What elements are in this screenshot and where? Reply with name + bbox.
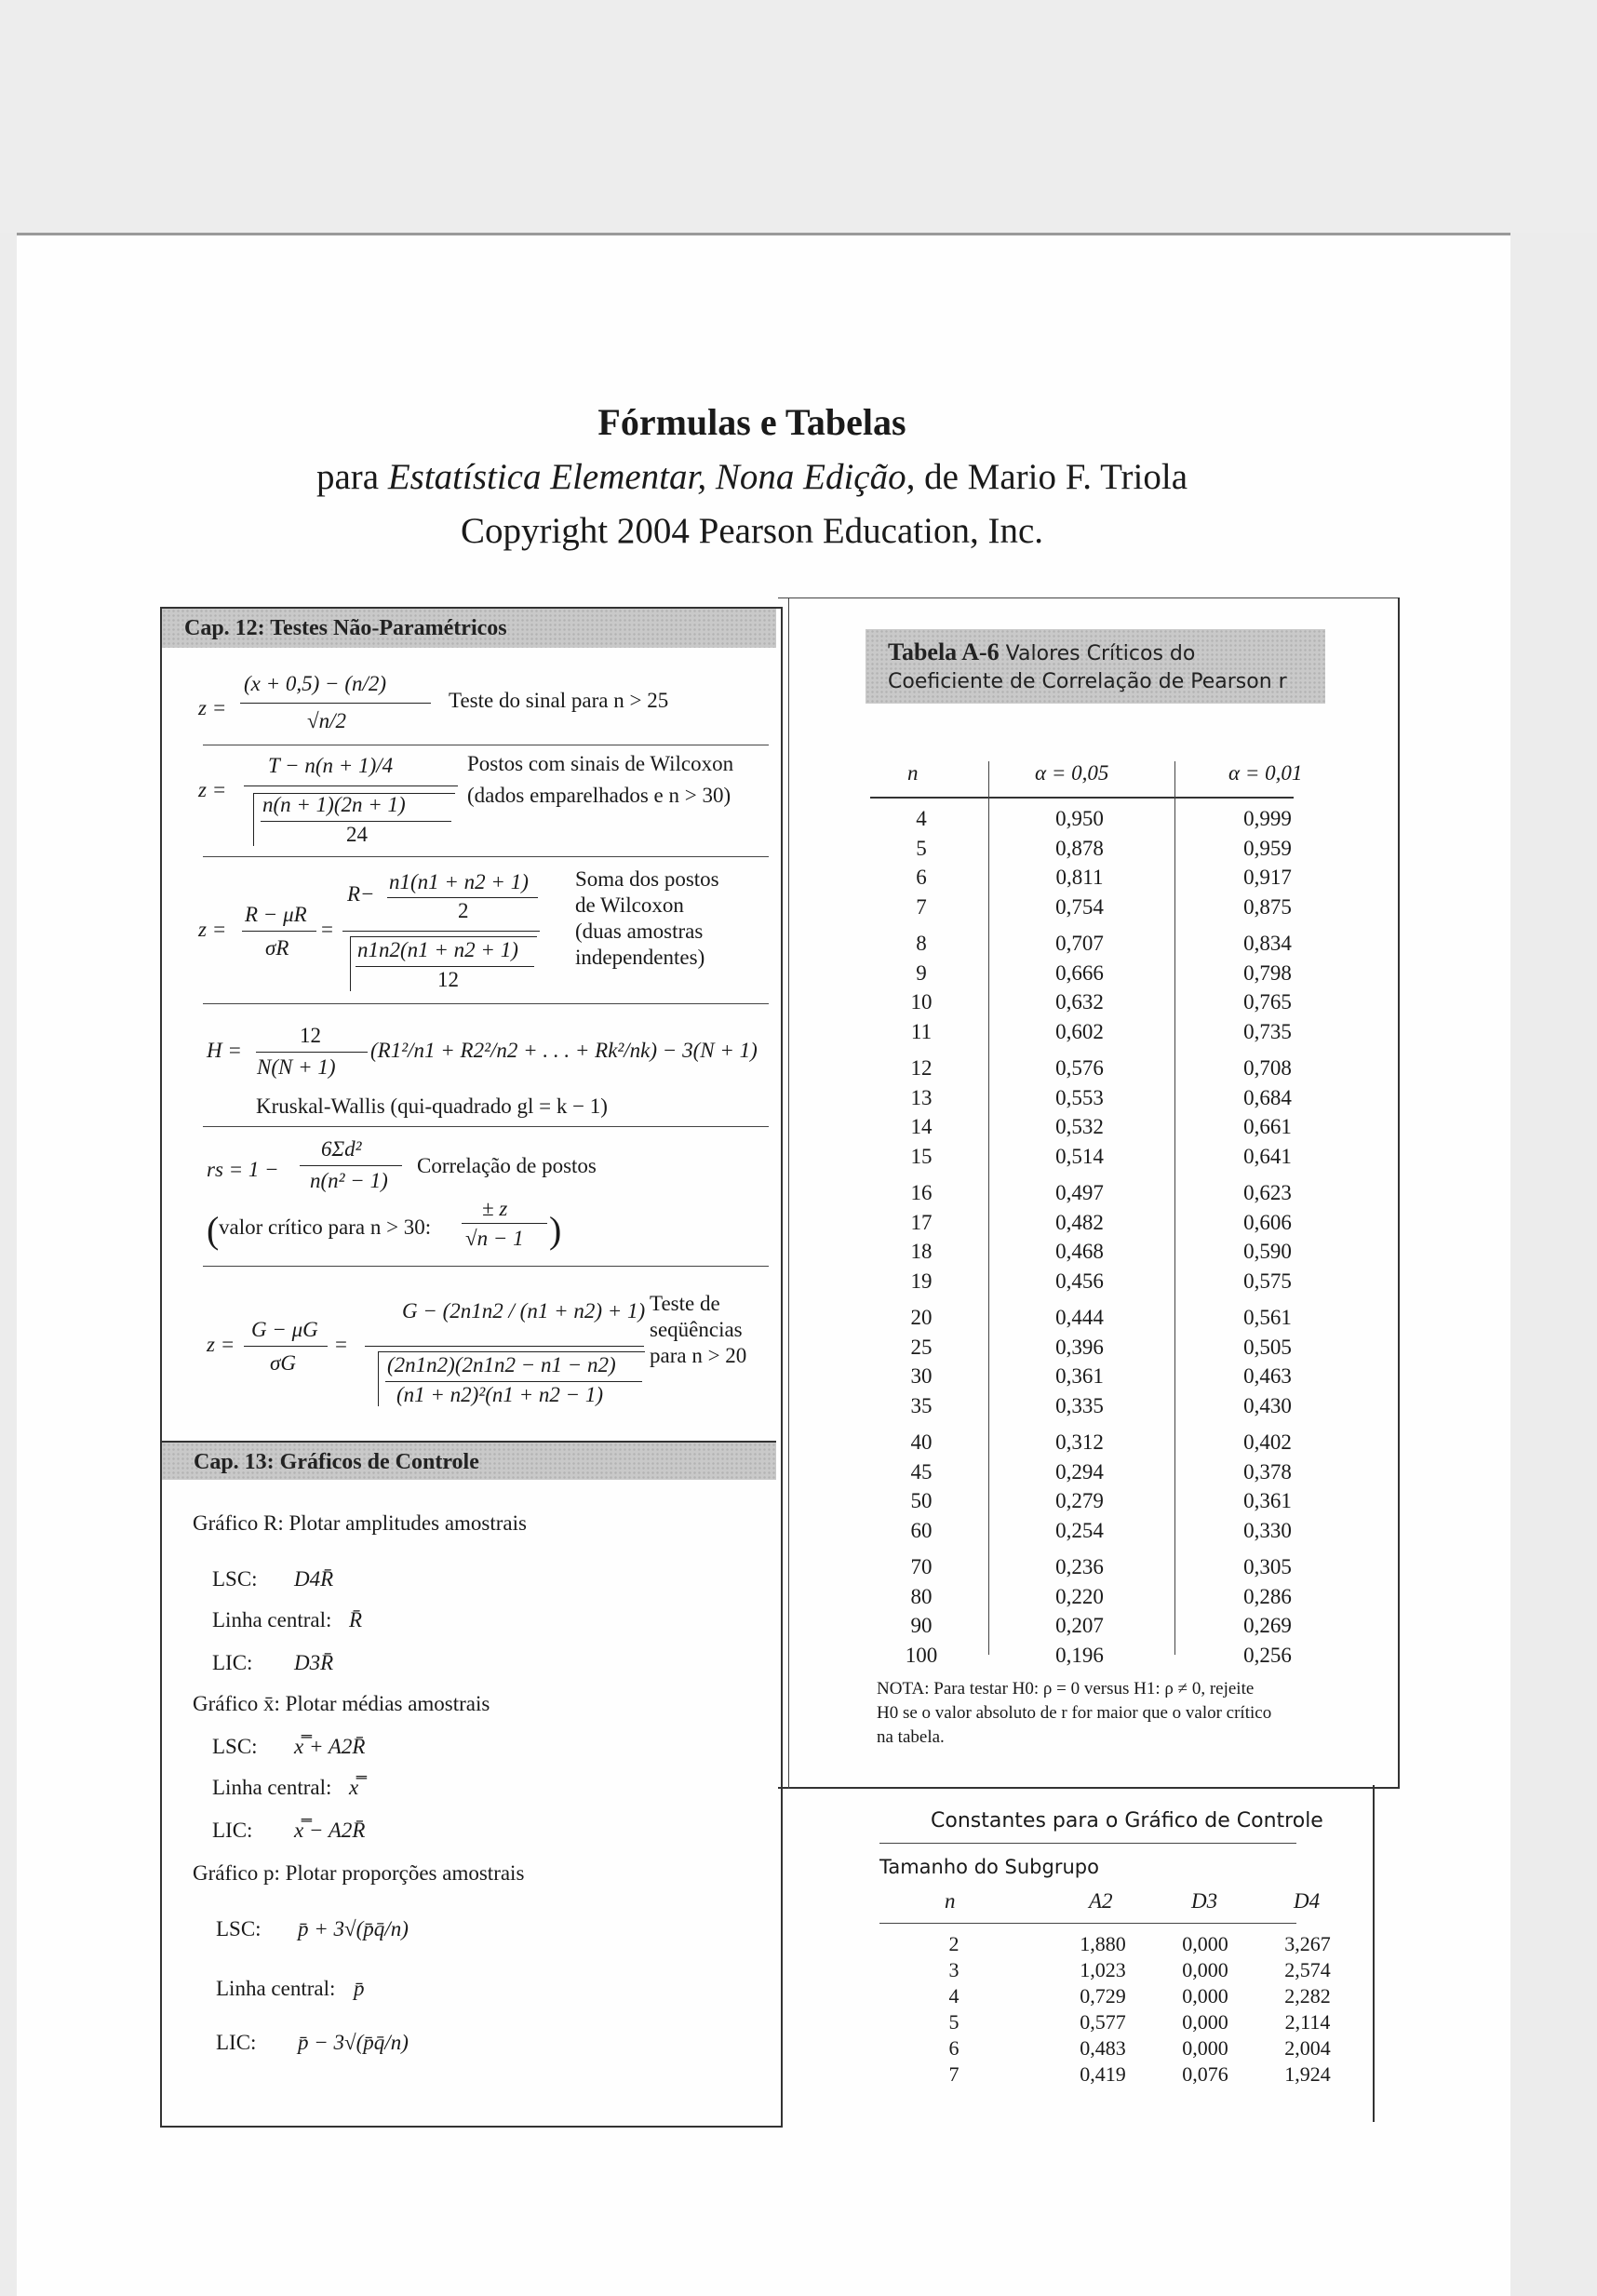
divider — [988, 761, 989, 1655]
table-a6-a05-cell: 0,236 — [1055, 1555, 1104, 1578]
table-a6-a01-cell: 0,361 — [1243, 1489, 1292, 1512]
table-a6-n-cell: 50 — [910, 1489, 933, 1512]
rule — [203, 1003, 769, 1004]
table-a6-a01-cell: 0,575 — [1243, 1269, 1292, 1293]
table-a6-n-cell: 18 — [910, 1240, 933, 1263]
divider — [788, 597, 789, 1789]
table-a6-a01-cell: 0,561 — [1243, 1306, 1292, 1329]
table-a6-a05-cell: 0,220 — [1055, 1584, 1104, 1608]
table-a6-a05-cell: 0,279 — [1055, 1489, 1104, 1512]
table-a6-col-a01 — [1212, 804, 1323, 1670]
cc-col-d3 — [1163, 1931, 1247, 2088]
cc-header-a2: A2 — [1089, 1889, 1113, 1913]
table-a6-a01-cell: 0,286 — [1243, 1584, 1292, 1608]
table-a6-a01-cell: 0,999 — [1243, 807, 1292, 830]
table-a6-n-cell: 5 — [916, 836, 927, 860]
table-a6-n-cell: 4 — [916, 807, 927, 830]
table-a6-a01-cell: 0,684 — [1243, 1085, 1292, 1109]
table-a6-n-cell: 9 — [916, 960, 927, 985]
table-a6-a01-cell: 0,798 — [1243, 960, 1292, 985]
cc-col-d4 — [1266, 1931, 1349, 2088]
table-a6-col-n — [893, 804, 949, 1670]
table-a6-a05-cell: 0,254 — [1055, 1518, 1104, 1542]
table-a6-a05-cell: 0,666 — [1055, 960, 1104, 985]
table-a6-n-cell: 14 — [910, 1115, 933, 1138]
table-a6-title: Tabela A-6 Valores Críticos do Coeficiente de Correlação de Pearson r — [866, 629, 1325, 704]
table-a6-a01-cell: 0,661 — [1243, 1115, 1292, 1138]
cc-d4-cell: 3,267 — [1284, 1932, 1331, 1955]
table-a6-n-cell: 80 — [910, 1584, 933, 1608]
table-a6-n-cell: 13 — [910, 1085, 933, 1109]
cc-col-n — [931, 1931, 977, 2088]
table-a6-n-cell: 16 — [910, 1181, 933, 1204]
table-a6-note-1: NOTA: Para testar H0: ρ = 0 versus H1: ρ ≠ 0, rejeite — [877, 1679, 1255, 1699]
cc-header-n: n — [945, 1889, 956, 1913]
table-a6-n-cell: 11 — [910, 1019, 933, 1043]
table-a6-a01-cell: 0,505 — [1243, 1335, 1292, 1359]
table-a6-a05-cell: 0,514 — [1055, 1144, 1104, 1168]
table-a6-a01-cell: 0,917 — [1243, 866, 1292, 889]
table-a6-n-cell: 30 — [910, 1364, 933, 1388]
table-a6-a01-cell: 0,875 — [1243, 894, 1292, 919]
cc-a2-cell: 0,419 — [1080, 2062, 1126, 2086]
cap13-heading: Cap. 13: Gráficos de Controle — [162, 1441, 776, 1480]
table-a6-note-2: H0 se o valor absoluto de r for maior que o valor crítico — [877, 1703, 1272, 1723]
col-header-a01: α = 0,01 — [1228, 761, 1303, 785]
table-a6-a05-cell: 0,361 — [1055, 1364, 1104, 1388]
table-a6-a05-cell: 0,950 — [1055, 807, 1104, 830]
cc-col-a2 — [1061, 1931, 1145, 2088]
cc-d4-cell: 2,574 — [1284, 1958, 1331, 1981]
table-a6-n-cell: 8 — [916, 932, 927, 955]
table-a6-n-cell: 6 — [916, 866, 927, 889]
table-a6-a01-cell: 0,623 — [1243, 1181, 1292, 1204]
cc-d4-cell: 2,004 — [1284, 2036, 1331, 2060]
table-a6-a01-cell: 0,708 — [1243, 1056, 1292, 1080]
table-a6-n-cell: 7 — [916, 894, 927, 919]
cc-d3-cell: 0,076 — [1182, 2062, 1228, 2086]
rule — [203, 856, 769, 857]
table-a6-col-a05 — [1024, 804, 1135, 1670]
table-a6-a01-cell: 0,256 — [1243, 1643, 1292, 1667]
cc-a2-cell: 0,577 — [1080, 2010, 1126, 2034]
table-a6-a05-cell: 0,456 — [1055, 1269, 1104, 1293]
cc-d3-cell: 0,000 — [1182, 2036, 1228, 2060]
control-constants-box — [1373, 1785, 1375, 2122]
cc-n-cell: 6 — [948, 2036, 960, 2060]
table-a6-note-3: na tabela. — [877, 1727, 945, 1747]
table-a6-n-cell: 12 — [910, 1056, 933, 1080]
col-header-n: n — [907, 761, 919, 785]
cc-a2-cell: 1,023 — [1080, 1958, 1126, 1981]
cc-d4-cell: 2,282 — [1284, 1984, 1331, 2007]
table-a6-a05-cell: 0,754 — [1055, 894, 1104, 919]
table-a6-a01-cell: 0,269 — [1243, 1614, 1292, 1637]
table-a6-a05-cell: 0,207 — [1055, 1614, 1104, 1637]
table-a6-n-cell: 70 — [910, 1555, 933, 1578]
table-a6-a01-cell: 0,959 — [1243, 836, 1292, 860]
page-subtitle: para Estatística Elementar, Nona Edição, de Mario F. Triola — [315, 457, 1188, 497]
table-a6-a05-cell: 0,444 — [1055, 1306, 1104, 1329]
table-a6-a05-cell: 0,707 — [1055, 932, 1104, 955]
cc-d3-cell: 0,000 — [1182, 1932, 1228, 1955]
background-strip — [0, 0, 1597, 233]
table-a6-a05-cell: 0,576 — [1055, 1056, 1104, 1080]
cc-header-d4: D4 — [1294, 1889, 1321, 1913]
table-a6-n-cell: 90 — [910, 1614, 933, 1637]
table-a6-n-cell: 20 — [910, 1306, 933, 1329]
rule — [203, 1126, 769, 1127]
cc-a2-cell: 0,483 — [1080, 2036, 1126, 2060]
table-a6-n-cell: 25 — [910, 1335, 933, 1359]
cc-a2-cell: 0,729 — [1080, 1984, 1126, 2007]
cc-d3-cell: 0,000 — [1182, 1958, 1228, 1981]
table-a6-a01-cell: 0,330 — [1243, 1518, 1292, 1542]
table-a6-a01-cell: 0,735 — [1243, 1019, 1292, 1043]
table-a6-a01-cell: 0,305 — [1243, 1555, 1292, 1578]
subgroup-label: Tamanho do Subgrupo — [879, 1856, 1099, 1878]
table-a6-a05-cell: 0,602 — [1055, 1019, 1104, 1043]
table-a6-a01-cell: 0,834 — [1243, 932, 1292, 955]
divider — [1174, 761, 1175, 1655]
table-a6-a01-cell: 0,641 — [1243, 1144, 1292, 1168]
table-a6-a05-cell: 0,497 — [1055, 1181, 1104, 1204]
cc-d4-cell: 1,924 — [1284, 2062, 1331, 2086]
cc-d3-cell: 0,000 — [1182, 1984, 1228, 2007]
cc-n-cell: 7 — [948, 2062, 960, 2086]
table-a6-n-cell: 10 — [910, 990, 933, 1014]
page-title: Fórmulas e Tabelas — [597, 401, 906, 443]
table-a6-n-cell: 19 — [910, 1269, 933, 1293]
rule — [879, 1923, 1296, 1924]
table-a6-n-cell: 100 — [905, 1643, 938, 1667]
cc-n-cell: 2 — [948, 1932, 960, 1955]
table-a6-a01-cell: 0,463 — [1243, 1364, 1292, 1388]
table-a6-a05-cell: 0,294 — [1055, 1459, 1104, 1484]
cc-d4-cell: 2,114 — [1284, 2010, 1331, 2034]
table-a6-a05-cell: 0,878 — [1055, 836, 1104, 860]
table-a6-a05-cell: 0,335 — [1055, 1393, 1104, 1417]
rule — [879, 1843, 1296, 1844]
control-constants-title: Constantes para o Gráfico de Controle — [931, 1809, 1323, 1833]
table-a6-a05-cell: 0,468 — [1055, 1240, 1104, 1263]
table-a6-n-cell: 60 — [910, 1518, 933, 1542]
table-a6-a01-cell: 0,765 — [1243, 990, 1292, 1014]
table-a6-a05-cell: 0,811 — [1055, 866, 1104, 889]
table-a6-a01-cell: 0,430 — [1243, 1393, 1292, 1417]
table-a6-a01-cell: 0,606 — [1243, 1210, 1292, 1234]
cap12-heading: Cap. 12: Testes Não-Paramétricos — [162, 609, 776, 648]
rule — [203, 1266, 769, 1267]
cc-header-d3: D3 — [1191, 1889, 1218, 1913]
table-a6-a05-cell: 0,632 — [1055, 990, 1104, 1014]
table-a6-a01-cell: 0,590 — [1243, 1240, 1292, 1263]
table-a6-a05-cell: 0,396 — [1055, 1335, 1104, 1359]
table-a6-a05-cell: 0,312 — [1055, 1430, 1104, 1454]
rule — [870, 797, 1294, 799]
copyright-line: Copyright 2004 Pearson Education, Inc. — [460, 511, 1044, 551]
table-a6-a01-cell: 0,402 — [1243, 1430, 1292, 1454]
table-a6-n-cell: 40 — [910, 1430, 933, 1454]
col-header-a05: α = 0,05 — [1035, 761, 1109, 785]
cc-n-cell: 4 — [948, 1984, 960, 2007]
cc-a2-cell: 1,880 — [1080, 1932, 1126, 1955]
table-a6-n-cell: 45 — [910, 1459, 933, 1484]
cc-n-cell: 5 — [948, 2010, 960, 2034]
table-a6-a05-cell: 0,532 — [1055, 1115, 1104, 1138]
table-a6-a01-cell: 0,378 — [1243, 1459, 1292, 1484]
cc-n-cell: 3 — [948, 1958, 960, 1981]
table-a6-n-cell: 35 — [910, 1393, 933, 1417]
table-a6-a05-cell: 0,196 — [1055, 1643, 1104, 1667]
cc-d3-cell: 0,000 — [1182, 2010, 1228, 2034]
table-a6-n-cell: 15 — [910, 1144, 933, 1168]
table-a6-n-cell: 17 — [910, 1210, 933, 1234]
table-a6-a05-cell: 0,482 — [1055, 1210, 1104, 1234]
table-a6-a05-cell: 0,553 — [1055, 1085, 1104, 1109]
